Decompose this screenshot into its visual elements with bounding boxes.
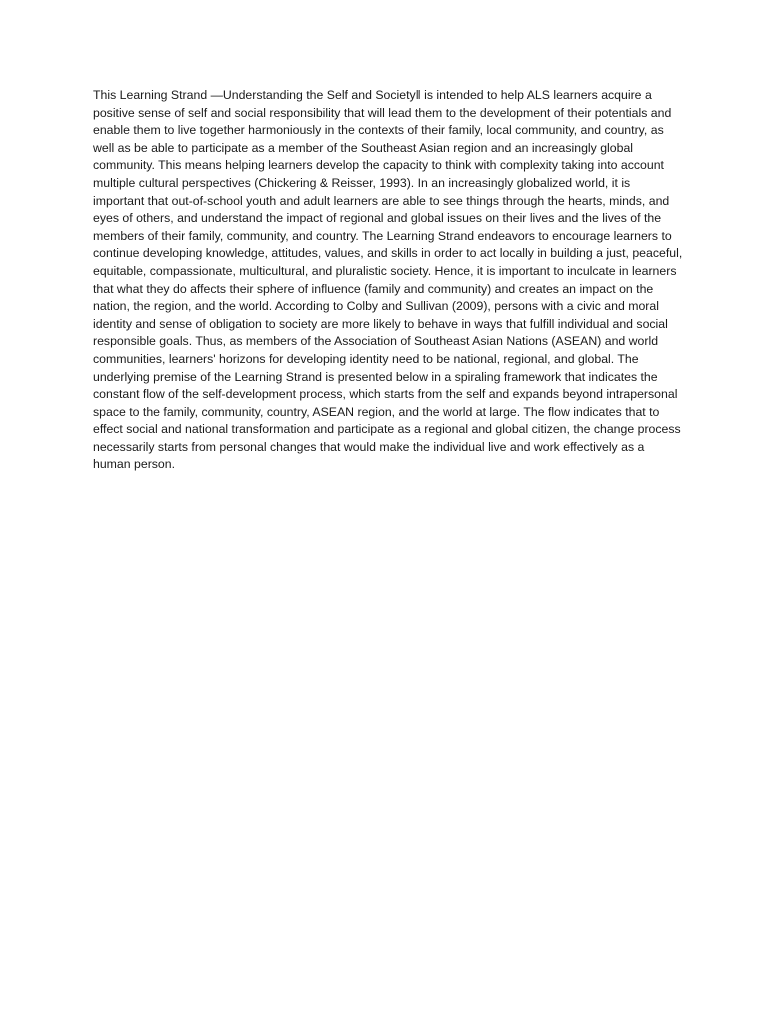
body-paragraph: This Learning Strand —Understanding the Self and Society‖ is intended to help ALS learners acquire a positive sense of self and social responsibility that will lead them to the development of their potentials and enable them to live together harmoniously in the contexts of their family, local community, and country, as well as be able to participate as a member of the Southeast Asian region and an increasingly global community. This means helping learners develop the capacity to think with complexity taking into account multiple cultural perspectives (Chickering & Reisser, 1993). In an increasingly globalized world, it is important that out-of-school youth and adult learners are able to see things through the hearts, minds, and eyes of others, and understand the impact of regional and global issues on their lives and the lives of the members of their family, community, and country. The Learning Strand endeavors to encourage learners to continue developing knowledge, attitudes, values, and skills in order to act locally in building a just, peaceful, equitable, compassionate, multicultural, and pluralistic society. Hence, it is important to inculcate in learners that what they do affects their sphere of influence (family and community) and creates an impact on the nation, the region, and the world. According to Colby and Sullivan (2009), persons with a civic and moral identity and sense of obligation to society are more likely to behave in ways that fulfill individual and social responsible goals. Thus, as members of the Association of Southeast Asian Nations (ASEAN) and world communities, learners' horizons for developing identity need to be national, regional, and global. The underlying premise of the Learning Strand is presented below in a spiraling framework that indicates the constant flow of the self-development process, which starts from the self and expands beyond intrapersonal space to the family, community, country, ASEAN region, and the world at large. The flow indicates that to effect social and national transformation and participate as a regional and global citizen, the change process necessarily starts from personal changes that would make the individual live and work effectively as a human person. <box>93 88 683 472</box>
